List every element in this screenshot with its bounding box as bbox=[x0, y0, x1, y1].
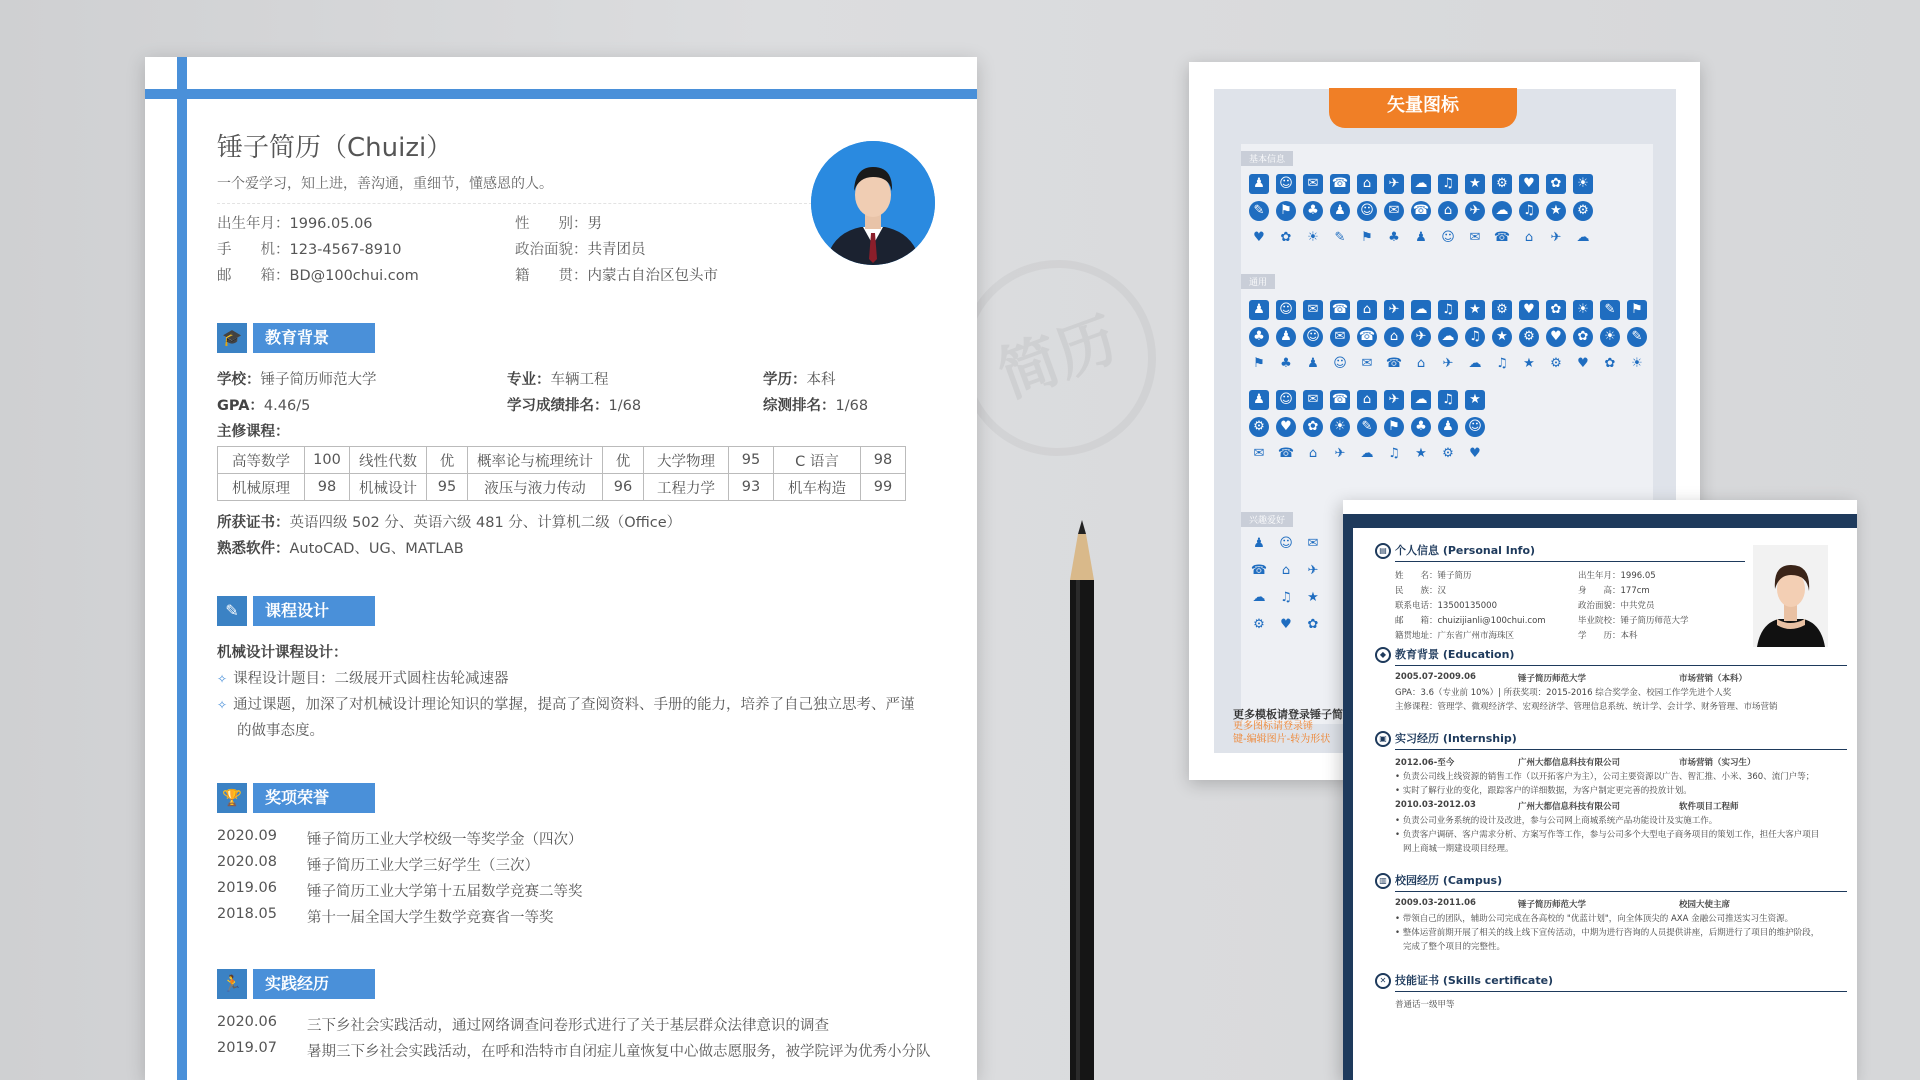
poster-icon: ⚙ bbox=[1550, 356, 1562, 371]
section-campus: ▥ 校园经历 (Campus) bbox=[1375, 872, 1502, 889]
poster-icon: ★ bbox=[1465, 390, 1485, 410]
intern-line: • 实时了解行业的变化，跟踪客户的详细数据，为客户制定更完善的投放计划。 bbox=[1395, 786, 1692, 796]
honor-text: 锤子简历工业大学第十五届数学竞赛二等奖 bbox=[307, 884, 583, 900]
poster-icon: ✉ bbox=[1361, 356, 1373, 371]
personal-field: 姓 名：锤子简历 bbox=[1395, 571, 1472, 581]
id-card-icon: ▤ bbox=[1375, 543, 1391, 559]
poster-icon: ⚙ bbox=[1442, 446, 1454, 461]
poster-section-label: 基本信息 bbox=[1241, 151, 1293, 166]
poster-icon: ⚑ bbox=[1627, 300, 1647, 320]
poster-section-label: 兴趣爱好 bbox=[1241, 512, 1293, 527]
poster-icon: ⌂ bbox=[1438, 201, 1458, 221]
courses-label: 主修课程： bbox=[217, 424, 290, 440]
poster-icon: ♣ bbox=[1280, 356, 1292, 371]
table-cell: 96 bbox=[603, 474, 644, 501]
poster-icon: ☁ bbox=[1411, 390, 1431, 410]
poster-icon: ♟ bbox=[1438, 417, 1458, 437]
poster-icon: ✈ bbox=[1384, 300, 1404, 320]
poster-icon: ☎ bbox=[1277, 446, 1295, 461]
poster-icon: ✉ bbox=[1307, 536, 1319, 551]
poster-icon: ✈ bbox=[1307, 563, 1319, 578]
table-cell: 99 bbox=[861, 474, 906, 501]
poster-icon: ✎ bbox=[1334, 230, 1346, 245]
campus-line: 完成了整个项目的完整性。 bbox=[1403, 942, 1506, 952]
poster-icon: ✉ bbox=[1303, 300, 1323, 320]
poster-icon: ☁ bbox=[1468, 356, 1482, 371]
poster-icon: ✈ bbox=[1411, 327, 1431, 347]
poster-icon: ☺ bbox=[1465, 417, 1485, 437]
poster-icon: ♫ bbox=[1519, 201, 1539, 221]
poster-tag: 矢量图标 bbox=[1329, 88, 1517, 128]
poster-icon: ☁ bbox=[1411, 300, 1431, 320]
practice-date: 2019.07 bbox=[217, 1040, 277, 1056]
avatar-photo-2 bbox=[1753, 545, 1828, 647]
campus-school: 锤子简历师范大学 bbox=[1518, 900, 1587, 910]
intern-date: 2010.03-2012.03 bbox=[1395, 800, 1476, 810]
intern-date: 2012.06-至今 bbox=[1395, 758, 1455, 768]
table-cell: 概率论与梳理统计 bbox=[468, 447, 603, 474]
resume-name: 锤子简历（Chuizi） bbox=[217, 133, 453, 163]
personal-field: 出生年月：1996.05 bbox=[1578, 571, 1656, 581]
intern-role: 软件项目工程师 bbox=[1679, 802, 1739, 812]
intern-company: 广州大都信息科技有限公司 bbox=[1518, 758, 1621, 768]
poster-icon: ♟ bbox=[1330, 201, 1350, 221]
poster-icon: ⚙ bbox=[1253, 617, 1265, 632]
personal-field: 身 高：177cm bbox=[1578, 586, 1650, 596]
poster-icon: ☁ bbox=[1438, 327, 1458, 347]
table-cell: 优 bbox=[427, 447, 468, 474]
poster-icon: ★ bbox=[1307, 590, 1319, 605]
poster-icon: ✈ bbox=[1384, 174, 1404, 194]
resume-sheet bbox=[145, 57, 977, 1080]
poster-icon: ☁ bbox=[1492, 201, 1512, 221]
poster-icon: ♥ bbox=[1519, 300, 1539, 320]
poster-icon: ✈ bbox=[1384, 390, 1404, 410]
table-cell: 线性代数 bbox=[350, 447, 427, 474]
table-cell: 机车构造 bbox=[774, 474, 861, 501]
table-cell: 98 bbox=[861, 447, 906, 474]
chat-icon: ✎ bbox=[217, 596, 247, 626]
poster-icon: ☀ bbox=[1600, 327, 1620, 347]
poster-icon: ⚙ bbox=[1519, 327, 1539, 347]
list-item: ✧ 通过课题，加深了对机械设计理论知识的掌握，提高了查阅资料、手册的能力，培养了自己独立思考、严谨 bbox=[217, 697, 915, 713]
origin-row: 籍 贯：内蒙古自治区包头市 bbox=[515, 268, 718, 284]
major-row: 专业：车辆工程 bbox=[507, 372, 609, 388]
poster-icon: ♟ bbox=[1249, 174, 1269, 194]
poster-icon: ⌂ bbox=[1416, 356, 1426, 371]
school-row: 学校：锤子简历师范大学 bbox=[217, 372, 377, 388]
table-cell: 液压与液力传动 bbox=[468, 474, 603, 501]
poster-icon: ⚙ bbox=[1492, 174, 1512, 194]
poster-icon: ☀ bbox=[1330, 417, 1350, 437]
personal-field: 邮 箱：chuizijianli@100chui.com bbox=[1395, 616, 1546, 626]
poster-icon: ✎ bbox=[1627, 327, 1647, 347]
honor-date: 2020.09 bbox=[217, 828, 277, 844]
side-navy-bar bbox=[1343, 514, 1353, 1080]
poster-icon: ☎ bbox=[1330, 174, 1350, 194]
poster-icon: ☁ bbox=[1252, 590, 1266, 605]
section-title: 奖项荣誉 bbox=[253, 783, 375, 813]
poster-icon: ♫ bbox=[1280, 590, 1292, 605]
honor-text: 第十一届全国大学生数学竞赛省一等奖 bbox=[307, 910, 554, 926]
poster-icon: ★ bbox=[1546, 201, 1566, 221]
table-cell: 工程力学 bbox=[644, 474, 729, 501]
poster-icon: ♟ bbox=[1249, 300, 1269, 320]
poster-icon: ★ bbox=[1523, 356, 1535, 371]
poster-icon: ♥ bbox=[1577, 356, 1589, 371]
edu-date: 2005.07-2009.06 bbox=[1395, 672, 1476, 682]
table-cell: 大学物理 bbox=[644, 447, 729, 474]
practice-text: 三下乡社会实践活动，通过网络调查问卷形式进行了关于基层群众法律意识的调查 bbox=[307, 1018, 829, 1034]
section-skills: ✕ 技能证书 (Skills certificate) bbox=[1375, 972, 1553, 989]
intern-line: 网上商城一期建设项目经理。 bbox=[1403, 844, 1514, 854]
honor-text: 锤子简历工业大学校级一等奖学金（四次） bbox=[307, 832, 583, 848]
poster-icon: ✿ bbox=[1546, 300, 1566, 320]
poster-icon: ♥ bbox=[1546, 327, 1566, 347]
honor-date: 2020.08 bbox=[217, 854, 277, 870]
poster-icon: ♟ bbox=[1249, 390, 1269, 410]
poster-icon: ✉ bbox=[1303, 174, 1323, 194]
poster-icon: ♟ bbox=[1307, 356, 1319, 371]
table-cell: 机械原理 bbox=[218, 474, 305, 501]
poster-icon: ⚑ bbox=[1384, 417, 1404, 437]
table-cell: 机械设计 bbox=[350, 474, 427, 501]
poster-icon: ✿ bbox=[1604, 356, 1616, 371]
poster-icon: ♥ bbox=[1253, 230, 1265, 245]
intern-company: 广州大都信息科技有限公司 bbox=[1518, 802, 1621, 812]
poster-icon: ☎ bbox=[1357, 327, 1377, 347]
poster-icon: ♫ bbox=[1438, 390, 1458, 410]
tools-icon: ✕ bbox=[1375, 973, 1391, 989]
divider bbox=[1395, 991, 1847, 992]
personal-field: 毕业院校：锤子简历师范大学 bbox=[1578, 616, 1689, 626]
poster-icon: ☺ bbox=[1357, 201, 1377, 221]
poster-icon: ⚑ bbox=[1276, 201, 1296, 221]
poster-icon: ♟ bbox=[1253, 536, 1265, 551]
divider bbox=[1395, 891, 1847, 892]
honor-date: 2019.06 bbox=[217, 880, 277, 896]
personal-field: 民 族：汉 bbox=[1395, 586, 1447, 596]
poster-icon: ☺ bbox=[1276, 390, 1296, 410]
poster-icon: ♥ bbox=[1469, 446, 1481, 461]
poster-icon: ☺ bbox=[1279, 536, 1293, 551]
overall-rank-row: 综测排名：1/68 bbox=[763, 398, 869, 414]
poster-footer-note: 更多图标请登录锤 键-编辑图片-转为形状 bbox=[1233, 721, 1331, 745]
edu-major: 市场营销（本科） bbox=[1679, 674, 1748, 684]
rank-row: 学习成绩排名：1/68 bbox=[507, 398, 642, 414]
poster-icon: ☁ bbox=[1411, 174, 1431, 194]
poster-icon: ✿ bbox=[1573, 327, 1593, 347]
list-item: ✧ 课程设计题目：二级展开式圆柱齿轮减速器 bbox=[217, 671, 509, 687]
honor-text: 锤子简历工业大学三好学生（三次） bbox=[307, 858, 539, 874]
poster-icon: ⌂ bbox=[1384, 327, 1404, 347]
poster-icon: ♫ bbox=[1438, 300, 1458, 320]
poster-icon: ★ bbox=[1415, 446, 1427, 461]
intern-line: • 负责公司业务系统的设计及改进，参与公司网上商城系统产品功能设计及实施工作。 bbox=[1395, 816, 1718, 826]
table-cell: 93 bbox=[729, 474, 774, 501]
poster-icon: ☎ bbox=[1385, 356, 1403, 371]
section-title: 实践经历 bbox=[253, 969, 375, 999]
poster-icon: ♣ bbox=[1388, 230, 1400, 245]
campus-date: 2009.03-2011.06 bbox=[1395, 898, 1476, 908]
edu-school: 锤子简历师范大学 bbox=[1518, 674, 1587, 684]
poster-icon: ✈ bbox=[1465, 201, 1485, 221]
poster-icon: ✿ bbox=[1307, 617, 1319, 632]
poster-icon: ☀ bbox=[1573, 300, 1593, 320]
poster-icon: ♟ bbox=[1415, 230, 1427, 245]
briefcase-icon: ▣ bbox=[1375, 731, 1391, 747]
campus-line: • 带领自己的团队，辅助公司完成在各高校的 "优蓝计划"，向全体顶尖的 AXA 金融公司推送实习生资源。 bbox=[1395, 914, 1794, 924]
practice-date: 2020.06 bbox=[217, 1014, 277, 1030]
section-title: 课程设计 bbox=[253, 596, 375, 626]
poster-icon: ♫ bbox=[1388, 446, 1400, 461]
skill-line: 普通话一级甲等 bbox=[1395, 1000, 1455, 1010]
pencil-image bbox=[1068, 520, 1096, 1080]
diamond-bullet-icon: ✧ bbox=[217, 672, 228, 686]
campus-role: 校园大使主席 bbox=[1679, 900, 1731, 910]
courses-table bbox=[217, 446, 906, 501]
poster-icon: ✉ bbox=[1469, 230, 1481, 245]
list-item-continued: 的做事态度。 bbox=[237, 723, 324, 739]
phone-row: 手 机：123-4567-8910 bbox=[217, 242, 402, 258]
side-accent-bar bbox=[177, 57, 187, 1080]
personal-field: 政治面貌：中共党员 bbox=[1578, 601, 1655, 611]
diamond-bullet-icon: ✧ bbox=[217, 698, 228, 712]
personal-field: 学 历：本科 bbox=[1578, 631, 1638, 641]
divider bbox=[1395, 561, 1745, 562]
table-cell: 95 bbox=[427, 474, 468, 501]
poster-icon: ☎ bbox=[1411, 201, 1431, 221]
poster-icon: ♟ bbox=[1276, 327, 1296, 347]
poster-icon: ✈ bbox=[1550, 230, 1562, 245]
intern-line: • 负责客户调研、客户需求分析、方案写作等工作，参与公司多个大型电子商务项目的策划工作，担任大客户项目 bbox=[1395, 830, 1820, 840]
section-title: 教育背景 bbox=[253, 323, 375, 353]
table-cell: 高等数学 bbox=[218, 447, 305, 474]
gender-row: 性 别：男 bbox=[515, 216, 602, 232]
gpa-row: GPA：4.46/5 bbox=[217, 398, 311, 414]
practice-text: 暑期三下乡社会实践活动，在呼和浩特市自闭症儿童恢复中心做志愿服务，被学院评为优秀小分队 bbox=[307, 1044, 931, 1060]
watermark-stamp: 简历 bbox=[932, 232, 1183, 483]
campus-line: • 整体运营前期开展了相关的线上线下宣传活动，中期为进行咨询的人员提供讲座，后期进行了项目的维护阶段， bbox=[1395, 928, 1820, 938]
edu-line: GPA：3.6（专业前 10%）| 所获奖项：2015-2016 综合奖学金、校园工作学先进个人奖 bbox=[1395, 688, 1732, 698]
divider bbox=[217, 203, 817, 204]
table-cell: 98 bbox=[305, 474, 350, 501]
poster-icon: ♣ bbox=[1303, 201, 1323, 221]
poster-icon: ⌂ bbox=[1308, 446, 1318, 461]
poster-icon: ⌂ bbox=[1281, 563, 1291, 578]
poster-icon: ⚑ bbox=[1361, 230, 1373, 245]
poster-icon: ☀ bbox=[1631, 356, 1643, 371]
graduation-cap-icon: ◆ bbox=[1375, 647, 1391, 663]
poster-icon: ☀ bbox=[1573, 174, 1593, 194]
poster-icon: ♥ bbox=[1276, 417, 1296, 437]
poster-icon: ★ bbox=[1465, 300, 1485, 320]
honor-date: 2018.05 bbox=[217, 906, 277, 922]
section-education: ◆ 教育背景 (Education) bbox=[1375, 646, 1514, 663]
poster-icon: ☁ bbox=[1360, 446, 1374, 461]
poster-icon: ✈ bbox=[1334, 446, 1346, 461]
table-row bbox=[218, 474, 906, 501]
poster-icon: ☺ bbox=[1276, 300, 1296, 320]
resume-motto: 一个爱学习，知上进，善沟通，重细节，懂感恩的人。 bbox=[217, 176, 553, 192]
top-navy-bar bbox=[1343, 514, 1857, 528]
edu-line: 主修课程：管理学、微观经济学、宏观经济学、管理信息系统、统计学、会计学、财务管理、市场营销 bbox=[1395, 702, 1778, 712]
poster-icon: ✎ bbox=[1357, 417, 1377, 437]
poster-icon: ☎ bbox=[1330, 390, 1350, 410]
poster-icon: ⚙ bbox=[1573, 201, 1593, 221]
poster-icon: ☁ bbox=[1576, 230, 1590, 245]
resume-sheet-2 bbox=[1343, 500, 1857, 1080]
degree-row: 学历：本科 bbox=[763, 372, 836, 388]
poster-icon: ♣ bbox=[1249, 327, 1269, 347]
poster-icon: ⌂ bbox=[1357, 174, 1377, 194]
intern-role: 市场营销（实习生） bbox=[1679, 758, 1756, 768]
poster-icon: ✿ bbox=[1303, 417, 1323, 437]
runner-icon: 🏃 bbox=[217, 969, 247, 999]
email-row: 邮 箱：BD@100chui.com bbox=[217, 268, 419, 284]
poster-icon: ⚙ bbox=[1492, 300, 1512, 320]
software-row: 熟悉软件：AutoCAD、UG、MATLAB bbox=[217, 541, 464, 557]
poster-icon: ⌂ bbox=[1357, 390, 1377, 410]
personal-field: 籍贯地址：广东省广州市海珠区 bbox=[1395, 631, 1515, 641]
poster-icon: ☺ bbox=[1276, 174, 1296, 194]
table-cell: 95 bbox=[729, 447, 774, 474]
poster-icon: ⌂ bbox=[1357, 300, 1377, 320]
building-icon: ▥ bbox=[1375, 873, 1391, 889]
poster-icon: ⌂ bbox=[1524, 230, 1534, 245]
divider bbox=[1395, 665, 1847, 666]
poster-icon: ☀ bbox=[1307, 230, 1319, 245]
poster-section-label: 通用 bbox=[1241, 274, 1275, 289]
poster-icon: ✉ bbox=[1384, 201, 1404, 221]
poster-icon: ♣ bbox=[1411, 417, 1431, 437]
poster-icon: ☺ bbox=[1441, 230, 1455, 245]
poster-icon: ✎ bbox=[1600, 300, 1620, 320]
table-cell: 100 bbox=[305, 447, 350, 474]
poster-icon: ☎ bbox=[1330, 300, 1350, 320]
section-internship: ▣ 实习经历 (Internship) bbox=[1375, 730, 1517, 747]
poster-icon: ✉ bbox=[1303, 390, 1323, 410]
politics-row: 政治面貌：共青团员 bbox=[515, 242, 646, 258]
top-accent-bar bbox=[145, 89, 977, 99]
course-design-heading: 机械设计课程设计： bbox=[217, 645, 348, 661]
poster-icon: ♫ bbox=[1438, 174, 1458, 194]
trophy-icon: 🏆 bbox=[217, 783, 247, 813]
graduation-cap-icon: 🎓 bbox=[217, 323, 247, 353]
table-cell: C 语言 bbox=[774, 447, 861, 474]
avatar-photo bbox=[811, 141, 935, 265]
poster-icon: ✉ bbox=[1253, 446, 1265, 461]
poster-icon: ♫ bbox=[1465, 327, 1485, 347]
section-personal: ▤ 个人信息 (Personal Info) bbox=[1375, 542, 1535, 559]
poster-icon: ★ bbox=[1465, 174, 1485, 194]
cert-row: 所获证书：英语四级 502 分、英语六级 481 分、计算机二级（Office） bbox=[217, 515, 682, 531]
poster-icon: ✿ bbox=[1546, 174, 1566, 194]
poster-icon: ♥ bbox=[1519, 174, 1539, 194]
intern-line: • 负责公司线上线资源的销售工作（以开拓客户为主），公司主要资源以广告、智汇推、小米、360、流门户等； bbox=[1395, 772, 1815, 782]
table-cell: 优 bbox=[603, 447, 644, 474]
poster-icon: ✈ bbox=[1442, 356, 1454, 371]
table-row bbox=[218, 447, 906, 474]
poster-icon: ⚙ bbox=[1249, 417, 1269, 437]
birth-row: 出生年月：1996.05.06 bbox=[217, 216, 373, 232]
poster-icon: ☎ bbox=[1250, 563, 1268, 578]
poster-icon: ☺ bbox=[1303, 327, 1323, 347]
poster-icon: ⚑ bbox=[1253, 356, 1265, 371]
personal-field: 联系电话：13500135000 bbox=[1395, 601, 1497, 611]
poster-icon: ✎ bbox=[1249, 201, 1269, 221]
poster-icon: ♥ bbox=[1280, 617, 1292, 632]
poster-icon: ✉ bbox=[1330, 327, 1350, 347]
poster-icon: ★ bbox=[1492, 327, 1512, 347]
poster-icon: ♫ bbox=[1496, 356, 1508, 371]
poster-icon: ✿ bbox=[1280, 230, 1292, 245]
poster-icon: ☎ bbox=[1493, 230, 1511, 245]
divider bbox=[1395, 749, 1847, 750]
poster-icon: ☺ bbox=[1333, 356, 1347, 371]
poster-footer: 更多模板请登录锤子简 bbox=[1233, 708, 1343, 721]
